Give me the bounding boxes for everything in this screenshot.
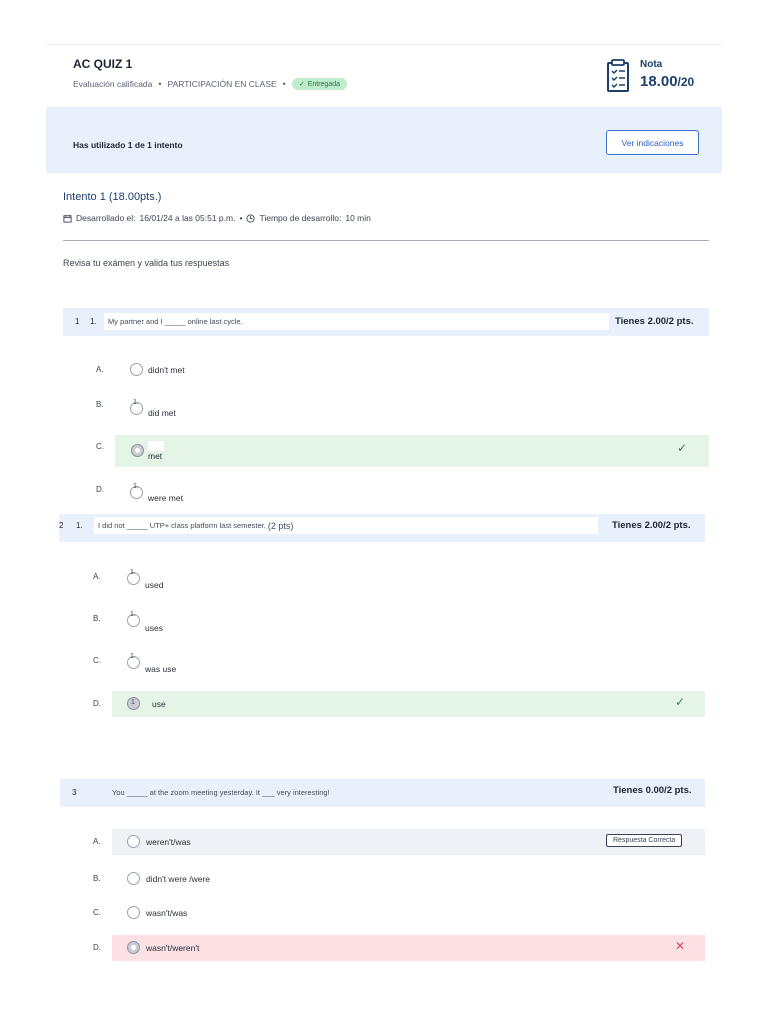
attempt-meta [63,213,371,223]
check-icon: ✓ [675,695,686,709]
option-text: use [152,699,166,709]
evaluation-category: PARTICIPACIÓN EN CLASE [167,79,277,89]
status-badge-label: Entregada [307,80,341,88]
developed-value: 16/01/24 a las 05:51 p.m. [139,213,236,223]
option-radio[interactable] [127,941,140,954]
question-number: 3 [72,788,77,797]
option-marker: 1. [133,483,139,490]
correct-answer-tag: Respuesta Correcta [606,834,682,847]
question-text: You _____ at the zoom meeting yesterday. It ___ very interesting! [92,784,602,801]
view-instructions-button[interactable]: Ver indicaciones [606,130,699,155]
grade-label: Nota [640,59,663,70]
option-1c-selected-correct[interactable] [115,435,709,467]
question-number: 2 [59,521,64,530]
option-marker: 1. [133,399,139,406]
exam-document-icon [604,59,634,95]
grade-score: 18.00 [640,73,678,90]
option-letter: A. [96,365,104,374]
question-score: Tienes 2.00/2 pts. [612,520,691,531]
option-marker: 1 [131,699,135,706]
grade-max: /20 [677,75,695,89]
option-letter: C. [93,908,101,917]
attempts-text: Has utilizado 1 de 1 intento [73,140,183,150]
quiz-header [46,45,722,107]
question-score: Tienes 0.00/2 pts. [613,785,692,796]
question-points: (2 pts) [267,520,294,531]
option-letter: D. [93,699,101,708]
option-letter: A. [93,572,101,581]
clock-icon [246,214,255,223]
option-text: did met [148,408,176,418]
question-text [94,517,598,534]
option-marker: 1. [130,653,136,660]
option-letter: B. [93,874,101,883]
option-marker-bg [148,441,164,451]
option-text: used [145,580,164,590]
option-text: was use [145,664,177,674]
option-2d-selected-correct[interactable] [112,691,705,717]
cross-icon: ✕ [675,939,686,953]
separator-dot: • [282,79,286,89]
option-text: wasn't/weren't [146,943,200,953]
question-sub-number: 1. [90,317,97,326]
calendar-icon [63,214,72,223]
grade-box [604,57,714,99]
option-marker: 1. [130,611,136,618]
separator-dot: • [239,213,243,223]
option-text: didn't met [148,365,185,375]
option-text: wasn't/was [146,908,188,918]
question-header-1 [63,308,709,336]
option-text: were met [148,493,183,503]
question-text: My partner and I _____ online last cycle. [104,313,609,330]
option-letter: B. [96,400,104,409]
check-icon: ✓ [677,441,688,455]
question-sub-number: 1. [76,521,83,530]
option-3a-correct-answer[interactable] [112,829,705,855]
check-icon: ✓ [298,81,305,88]
quiz-review-page [46,44,722,964]
duration-value: 10 min [345,213,371,223]
option-radio[interactable] [130,363,143,376]
separator-dot: • [158,79,162,89]
question-score: Tienes 2.00/2 pts. [615,316,694,327]
option-text: met [148,451,163,461]
review-instructions: Revisa tu exámen y valida tus respuestas [63,258,230,268]
question-header-3 [60,779,705,807]
option-letter: C. [96,442,104,451]
option-text: uses [145,623,163,633]
option-3d-selected-wrong[interactable] [112,935,705,961]
question-text-body: I did not _____ UTP+ class platform last semester. [98,521,266,530]
duration-label: Tiempo de desarrollo: [259,213,342,223]
question-header-2 [59,514,705,542]
option-letter: B. [93,614,101,623]
option-radio[interactable] [131,444,144,457]
option-letter: D. [96,485,104,494]
option-radio[interactable] [127,835,140,848]
grade-value [640,73,694,90]
quiz-meta [73,78,347,90]
option-marker: 1. [130,569,136,576]
option-letter: A. [93,837,101,846]
option-text: weren't/was [146,837,191,847]
status-badge [292,78,347,90]
question-number: 1 [75,317,80,326]
option-text: didn't were /were [146,874,210,884]
developed-label: Desarrollado el: [76,213,136,223]
option-letter: D. [93,943,101,952]
option-radio[interactable] [127,872,140,885]
option-letter: C. [93,656,101,665]
quiz-title: AC QUIZ 1 [73,57,133,71]
evaluation-type: Evaluación calificada [73,79,153,89]
attempt-title: Intento 1 (18.00pts.) [63,191,162,203]
divider [63,240,709,241]
attempts-banner [46,107,722,173]
option-radio[interactable] [127,906,140,919]
